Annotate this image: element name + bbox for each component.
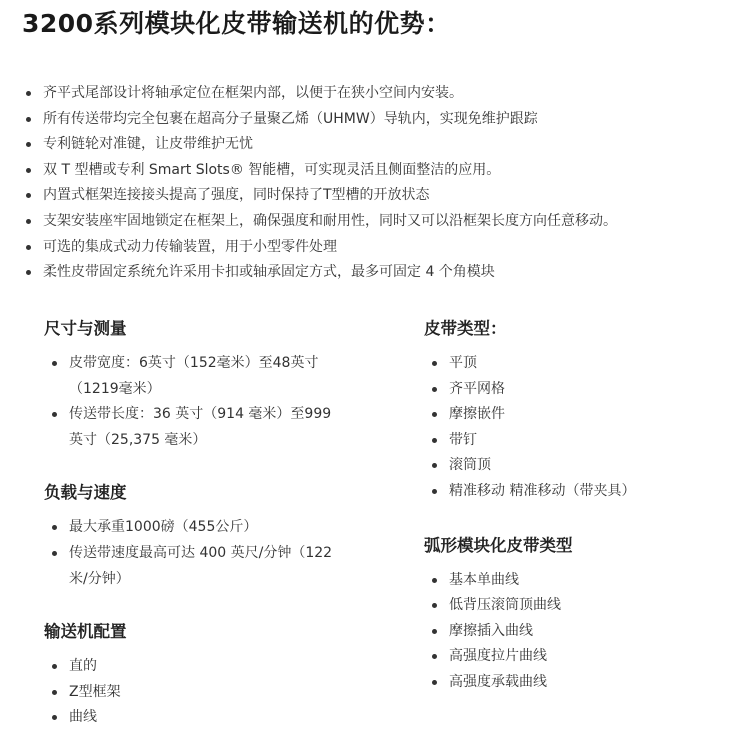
list-item: 齐平网格	[449, 377, 744, 403]
feature-item: 齐平式尾部设计将轴承定位在框架内部，以便于在狭小空间内安装。	[43, 81, 743, 107]
list-item: 传送带速度最高可达 400 英尺/分钟（122 米/分钟）	[69, 541, 334, 592]
list-item: 带钉	[449, 428, 744, 454]
load-speed-list	[69, 515, 334, 592]
list-item: 平顶	[449, 351, 744, 377]
belt-types-heading: 皮带类型：	[424, 319, 507, 338]
list-item: 最大承重1000磅（455公斤）	[69, 515, 334, 541]
list-item: 高强度拉片曲线	[449, 644, 744, 670]
list-item: 皮带宽度：6英寸（152毫米）至48英寸（1219毫米）	[69, 351, 334, 402]
load-speed-heading: 负载与速度	[44, 483, 127, 503]
list-item: 基本单曲线	[449, 568, 744, 594]
list-item: 直的	[69, 654, 334, 680]
list-item: 低背压滚筒顶曲线	[449, 593, 744, 619]
dimensions-heading: 尺寸与测量	[44, 319, 127, 338]
configurations-list	[69, 654, 334, 731]
configurations-section	[44, 614, 344, 731]
list-item: 精准移动 精准移动（带夹具）	[449, 479, 744, 505]
configurations-heading: 输送机配置	[44, 622, 127, 642]
feature-item: 专利链轮对准键，让皮带维护无忧	[43, 132, 743, 158]
right-column	[424, 311, 744, 696]
section-spacer	[44, 592, 344, 614]
page-title: 3200系列模块化皮带输送机的优势：	[22, 9, 451, 38]
feature-item: 内置式框架连接接头提高了强度，同时保持了T型槽的开放状态	[43, 183, 743, 209]
feature-list	[43, 81, 743, 286]
feature-item: 柔性皮带固定系统允许采用卡扣或轴承固定方式，最多可固定 4 个角模块	[43, 260, 743, 286]
curved-belt-types-list	[449, 568, 744, 696]
feature-item: 双 T 型槽或专利 Smart Slots® 智能槽，可实现灵活且侧面整洁的应用。	[43, 158, 743, 184]
curved-belt-types-section	[424, 528, 744, 696]
belt-types-list	[449, 351, 744, 505]
feature-item: 支架安装座牢固地锁定在框架上，确保强度和耐用性，同时又可以沿框架长度方向任意移动。	[43, 209, 743, 235]
left-column	[44, 311, 344, 731]
list-item: Z型框架	[69, 680, 334, 706]
list-item: 曲线	[69, 705, 334, 731]
list-item: 摩擦插入曲线	[449, 619, 744, 645]
section-spacer	[424, 505, 744, 528]
feature-item: 所有传送带均完全包裹在超高分子量聚乙烯（UHMW）导轨内，实现免维护跟踪	[43, 107, 743, 133]
feature-item: 可选的集成式动力传输装置，用于小型零件处理	[43, 235, 743, 261]
section-spacer	[44, 453, 344, 475]
curved-belt-types-heading: 弧形模块化皮带类型	[424, 535, 573, 555]
list-item: 摩擦嵌件	[449, 402, 744, 428]
belt-types-section	[424, 311, 744, 505]
list-item: 传送带长度：36 英寸（914 毫米）至999 英寸（25,375 毫米）	[69, 402, 334, 453]
dimensions-list	[69, 351, 334, 453]
list-item: 滚筒顶	[449, 453, 744, 479]
load-speed-section	[44, 475, 344, 592]
list-item: 高强度承载曲线	[449, 670, 744, 696]
dimensions-section	[44, 311, 344, 453]
